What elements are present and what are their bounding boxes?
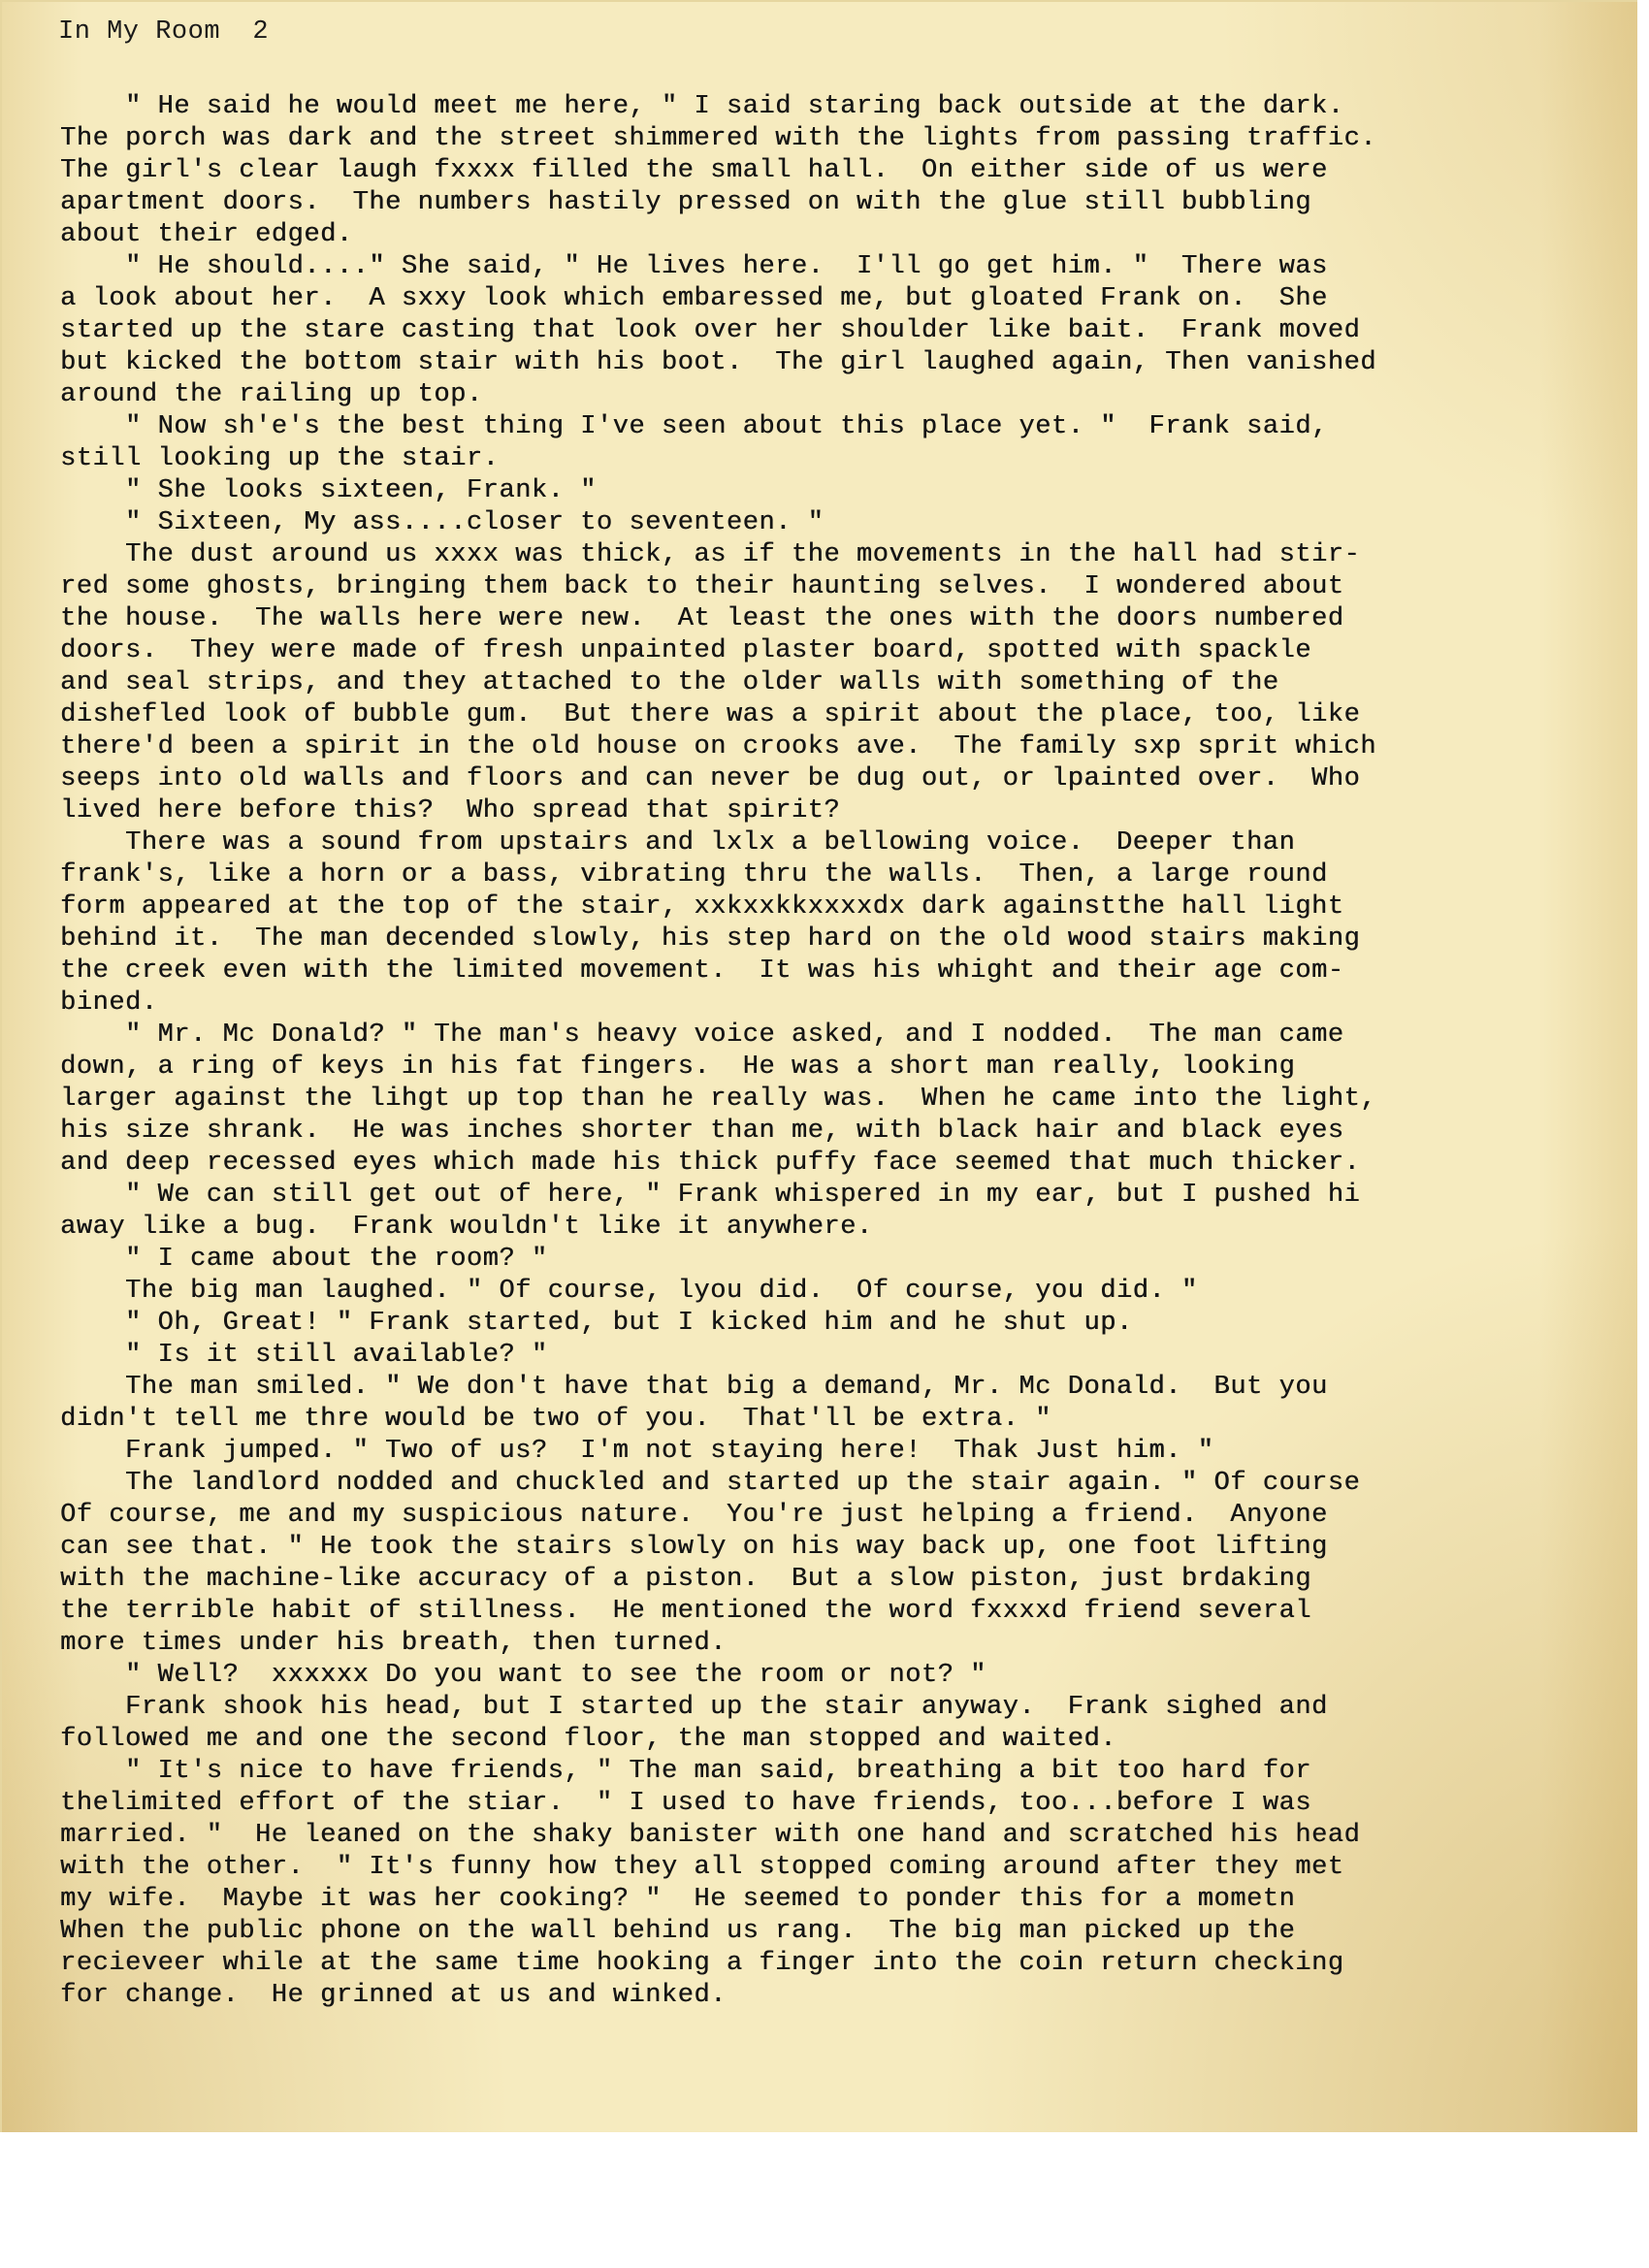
text-line: away like a bug. Frank wouldn't like it anywhere. [60, 1213, 873, 1242]
text-line: frank's, like a horn or a bass, vibrating thru the walls. Then, a large round [60, 860, 1328, 890]
text-line: " She looks sixteen, Frank. " [60, 476, 597, 505]
text-line: " Mr. Mc Donald? " The man's heavy voice asked, and I nodded. The man came [60, 1021, 1344, 1050]
manuscript-body [60, 91, 1641, 2012]
text-line: with the machine-like accuracy of a piston. But a slow piston, just brdaking [60, 1565, 1311, 1594]
text-line: There was a sound from upstairs and lxlx a bellowing voice. Deeper than [60, 828, 1296, 858]
text-line: married. " He leaned on the shaky banister with one hand and scratched his head [60, 1821, 1361, 1850]
text-line: and seal strips, and they attached to the older walls with something of the [60, 668, 1279, 697]
text-line: " Sixteen, My ass....closer to seventeen. " [60, 508, 824, 537]
text-line: bined. [60, 988, 158, 1018]
text-line: apartment doors. The numbers hastily pressed on with the glue still bubbling [60, 188, 1311, 217]
text-line: with the other. " It's funny how they all stopped coming around after they met [60, 1853, 1344, 1882]
text-line: around the railing up top. [60, 380, 483, 409]
text-line: The girl's clear laugh fxxxx filled the small hall. On either side of us were [60, 156, 1328, 185]
text-line: The man smiled. " We don't have that big a demand, Mr. Mc Donald. But you [60, 1373, 1328, 1402]
text-line: my wife. Maybe it was her cooking? " He seemed to ponder this for a mometn [60, 1885, 1296, 1914]
text-line: " Well? xxxxxx Do you want to see the room or not? " [60, 1661, 986, 1690]
text-line: " Is it still available? " [60, 1341, 548, 1370]
text-line: Frank shook his head, but I started up the stair anyway. Frank sighed and [60, 1693, 1328, 1722]
text-line: " He should...." She said, " He lives here. I'll go get him. " There was [60, 252, 1328, 281]
text-line: followed me and one the second floor, the man stopped and waited. [60, 1725, 1116, 1754]
text-line: The porch was dark and the street shimmered with the lights from passing traffic. [60, 124, 1376, 153]
text-line: didn't tell me thre would be two of you. That'll be extra. " [60, 1405, 1051, 1434]
text-line: " I came about the room? " [60, 1245, 548, 1274]
text-line: " Now sh'e's the best thing I've seen about this place yet. " Frank said, [60, 412, 1328, 441]
text-line: behind it. The man decended slowly, his step hard on the old wood stairs making [60, 924, 1361, 954]
text-line: " He said he would meet me here, " I said staring back outside at the dark. [60, 92, 1344, 121]
text-line: the terrible habit of stillness. He mentioned the word fxxxxd friend several [60, 1597, 1311, 1626]
text-line: down, a ring of keys in his fat fingers. He was a short man really, looking [60, 1053, 1296, 1082]
text-line: " It's nice to have friends, " The man said, breathing a bit too hard for [60, 1757, 1311, 1786]
text-line: for change. He grinned at us and winked. [60, 1981, 727, 2010]
text-line: larger against the lihgt up top than he really was. When he came into the light, [60, 1085, 1376, 1114]
text-line: but kicked the bottom stair with his boot. The girl laughed again, Then vanished [60, 348, 1376, 377]
text-line: started up the stare casting that look over her shoulder like bait. Frank moved [60, 316, 1361, 345]
text-line: and deep recessed eyes which made his thick puffy face seemed that much thicker. [60, 1149, 1361, 1178]
text-line: the house. The walls here were new. At least the ones with the doors numbered [60, 604, 1344, 633]
text-line: the creek even with the limited movement. It was his whight and their age com- [60, 956, 1344, 986]
text-line: red some ghosts, bringing them back to their haunting selves. I wondered about [60, 572, 1344, 601]
text-line: " We can still get out of here, " Frank whispered in my ear, but I pushed hi [60, 1181, 1361, 1210]
text-line: dishefled look of bubble gum. But there was a spirit about the place, too, like [60, 700, 1361, 729]
text-line: The dust around us xxxx was thick, as if the movements in the hall had stir- [60, 540, 1361, 569]
text-line: lived here before this? Who spread that spirit? [60, 796, 841, 826]
text-line: The landlord nodded and chuckled and started up the stair again. " Of course [60, 1469, 1361, 1498]
text-line: his size shrank. He was inches shorter than me, with black hair and black eyes [60, 1117, 1344, 1146]
text-line: can see that. " He took the stairs slowly on his way back up, one foot lifting [60, 1533, 1328, 1562]
text-line: Of course, me and my suspicious nature. You're just helping a friend. Anyone [60, 1501, 1328, 1530]
text-line: " Oh, Great! " Frank started, but I kicked him and he shut up. [60, 1309, 1133, 1338]
text-line: When the public phone on the wall behind us rang. The big man picked up the [60, 1917, 1296, 1946]
text-line: about their edged. [60, 220, 353, 249]
text-line: form appeared at the top of the stair, xxkxxkkxxxxdx dark againstthe hall light [60, 892, 1344, 922]
text-line: there'd been a spirit in the old house on crooks ave. The family sxp sprit which [60, 732, 1376, 761]
text-line: Frank jumped. " Two of us? I'm not staying here! Thak Just him. " [60, 1437, 1214, 1466]
text-line: a look about her. A sxxy look which embaressed me, but gloated Frank on. She [60, 284, 1328, 313]
text-line: thelimited effort of the stiar. " I used to have friends, too...before I was [60, 1789, 1311, 1818]
text-line: recieveer while at the same time hooking a finger into the coin return checking [60, 1949, 1344, 1978]
text-line: doors. They were made of fresh unpainted plaster board, spotted with spackle [60, 636, 1311, 665]
text-line: still looking up the stair. [60, 444, 500, 473]
text-line: seeps into old walls and floors and can never be dug out, or lpainted over. Who [60, 764, 1361, 794]
text-line: more times under his breath, then turned. [60, 1629, 727, 1658]
page-header: In My Room 2 [58, 17, 270, 47]
text-line: The big man laughed. " Of course, lyou did. Of course, you did. " [60, 1277, 1198, 1306]
